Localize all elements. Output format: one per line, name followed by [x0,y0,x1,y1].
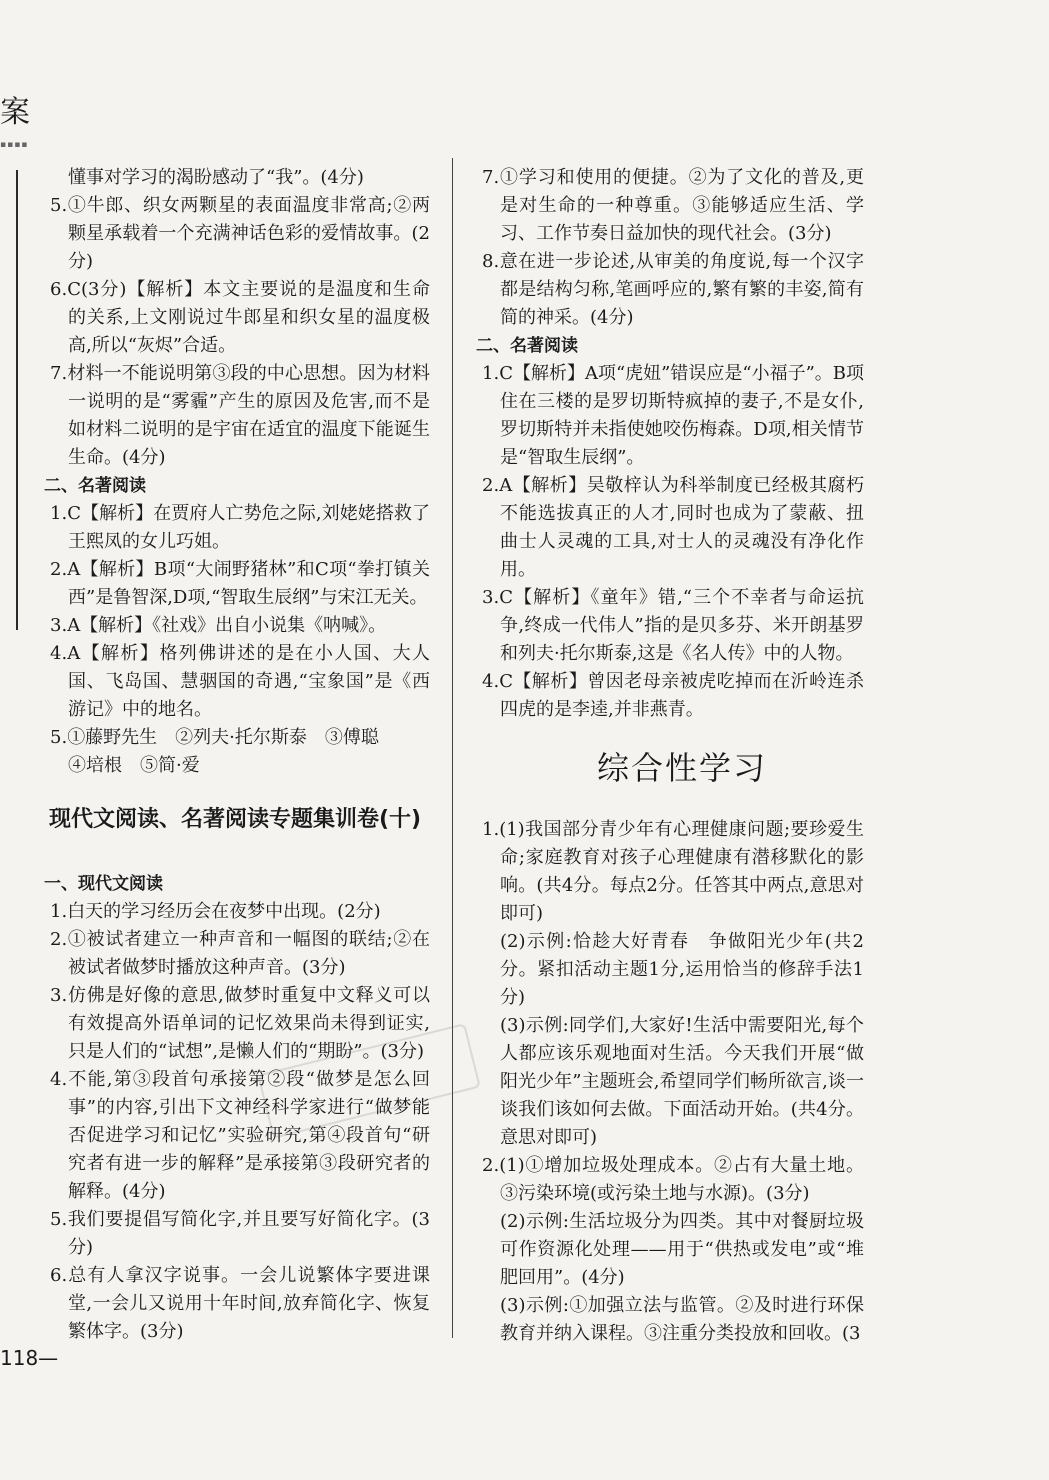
answer-number: 1. [50,503,68,524]
section-heading: 二、名著阅读 [44,476,146,496]
answer-text: (1)我国部分青少年有心理健康问题;要珍爱生命;家庭教育对孩子心理健康有潜移默化的影响。(共4分。每点2分。任答其中两点,意思对即可) [499,819,864,924]
answer-item [40,556,430,612]
answer-item [40,612,430,640]
answer-item [40,1262,430,1346]
answer-item [40,640,430,724]
answer-item [472,248,864,332]
answer-continuation: ④培根 ⑤简·爱 [68,755,200,776]
answer-text: C【解析】曾因老母亲被虎吃掉而在沂岭连杀四虎的是李逵,并非燕青。 [499,671,864,720]
answer-number: 2. [50,559,68,580]
answer-item [40,926,430,982]
answer-number: 7. [482,167,500,188]
answer-text: ①被试者建立一种声音和一幅图的联结;②在被试者做梦时播放这种声音。(3分) [67,929,430,978]
answer-number: 6. [50,1265,68,1286]
answer-number: 1. [482,819,500,840]
left-column [40,164,430,1346]
left-answer-list-a [40,164,430,472]
answer-text: 懂事对学习的渴盼感动了“我”。(4分) [68,167,364,188]
answer-number: 4. [482,671,500,692]
right-answer-list-a [472,164,864,332]
left-answer-list-b [40,500,430,752]
answer-text: A【解析】吴敬梓认为科举制度已经极其腐朽不能选拔真正的人才,同时也成为了蒙蔽、扭曲士人灵魂的工具,对士人的灵魂没有净化作用。 [499,475,864,580]
answer-item [472,360,864,472]
answer-item [40,360,430,472]
section-title: 综合性学习 [596,749,767,787]
answer-number: 7. [50,363,68,384]
left-answer-list-c [40,898,430,1346]
page-number: 118— [0,1346,59,1370]
answer-number: 5. [50,727,68,748]
section-heading: 二、名著阅读 [476,336,578,356]
answer-subpart: (3)示例:同学们,大家好!生活中需要阳光,每个人都应该乐观地面对生活。今天我们开展“做阳光少年”主题班会,希望同学们畅所欲言,谈一谈我们该如何去做。下面活动开始。(共4分。意思对即可) [500,1015,864,1148]
left-margin-rule [16,170,18,630]
answer-number: 2. [482,1155,500,1176]
answer-item [40,898,430,926]
answer-number: 3. [50,615,68,636]
answer-number: 5. [50,195,68,216]
header-mark: 案 [0,95,30,130]
answer-text: 不能,第③段首句承接第②段“做梦是怎么回事”的内容,引出下文神经科学家进行“做梦能否促进学习和记忆”实验研究,第④段首句“研究者有进一步的解释”是承接第③段研究者的解释。(4分) [67,1069,430,1202]
answer-text: 仿佛是好像的意思,做梦时重复中文释义可以有效提高外语单词的记忆效果尚未得到证实,只是人们的“试想”,是懒人们的“期盼”。(3分) [67,985,430,1062]
answer-text: 材料一不能说明第③段的中心思想。因为材料一说明的是“雾霾”产生的原因及危害,而不是如材料二说明的是宇宙在适宜的温度下能诞生生命。(4分) [67,363,430,468]
column-divider [452,158,453,1338]
answer-text: 我们要提倡写简化字,并且要写好简化字。(3分) [67,1209,430,1258]
answer-text: 白天的学习经历会在夜梦中出现。(2分) [67,901,381,922]
answer-text: (1)①增加垃圾处理成本。②占有大量土地。③污染环境(或污染土地与水源)。(3分) [499,1155,864,1204]
right-column [472,164,864,1348]
answer-text: ①学习和使用的便捷。②为了文化的普及,更是对生命的一种尊重。③能够适应生活、学习、工作节奏日益加快的现代社会。(3分) [499,167,864,244]
answer-item [40,1066,430,1206]
header-dots: ▪▪▪▪ [0,140,29,150]
answer-item [40,724,430,752]
answer-number: 6. [50,279,68,300]
answer-item [472,584,864,668]
answer-item [40,1206,430,1262]
answer-text: A【解析】格列佛讲述的是在小人国、大人国、飞岛国、慧骃国的奇遇,“宝象国”是《西游记》中的地名。 [67,643,430,720]
answer-subparts [472,1208,864,1348]
answer-text: ①藤野先生 ②列夫·托尔斯泰 ③傅聪 [67,727,379,748]
answer-text: C【解析】《童年》错,“三个不幸者与命运抗争,终成一代伟人”指的是贝多芬、米开朗基罗和列夫·托尔斯泰,这是《名人传》中的人物。 [499,587,864,664]
answer-number: 2. [50,929,68,950]
answer-item [40,276,430,360]
answer-item [40,164,430,192]
answer-text: C【解析】A项“虎妞”错误应是“小福子”。B项住在三楼的是罗切斯特疯掉的妻子,不是女仆,罗切斯特并未指使她咬伤梅森。D项,相关情节是“智取生辰纲”。 [499,363,864,468]
answer-item [472,1152,864,1208]
answer-number: 1. [482,363,500,384]
answer-text: C【解析】在贾府人亡势危之际,刘姥姥搭救了王熙凤的女儿巧姐。 [67,503,430,552]
answer-text: A【解析】B项“大闹野猪林”和C项“拳打镇关西”是鲁智深,D项,“智取生辰纲”与宋江无关。 [67,559,430,608]
answer-text: A【解析】《社戏》出自小说集《呐喊》。 [67,615,387,636]
answer-number: 4. [50,1069,68,1090]
answer-item [472,668,864,724]
answer-number: 3. [50,985,68,1006]
section-heading: 一、现代文阅读 [44,874,163,894]
answer-number: 4. [50,643,68,664]
answer-item [40,982,430,1066]
answer-number: 2. [482,475,500,496]
answer-text: ①牛郎、织女两颗星的表面温度非常高;②两颗星承载着一个充满神话色彩的爱情故事。(2分) [67,195,430,272]
answer-item [40,192,430,276]
answer-item [472,472,864,584]
answer-subpart: (2)示例:恰趁大好青春 争做阳光少年(共2分。紧扣活动主题1分,运用恰当的修辞手法1分) [500,931,864,1008]
answer-text: 总有人拿汉字说事。一会儿说繁体字要进课堂,一会儿又说用十年时间,放弃简化字、恢复繁体字。(3分) [67,1265,430,1342]
answer-number: 1. [50,901,68,922]
answer-text: 意在进一步论述,从审美的角度说,每一个汉字都是结构匀称,笔画呼应的,繁有繁的丰姿,简有简的神采。(4分) [499,251,864,328]
answer-number: 5. [50,1209,68,1230]
answer-item [472,164,864,248]
right-answer-list-b [472,360,864,724]
answer-number: 8. [482,251,500,272]
answer-subpart: (3)示例:①加强立法与监管。②及时进行环保教育并纳入课程。③注重分类投放和回收。(3 [500,1295,864,1344]
answer-item [472,816,864,928]
answer-number: 3. [482,587,500,608]
answer-item [40,500,430,556]
answer-subparts [472,928,864,1152]
answer-text: C(3分)【解析】本文主要说的是温度和生命的关系,上文刚说过牛郎星和织女星的温度极高,所以“灰烬”合适。 [67,279,430,356]
answer-subpart: (2)示例:生活垃圾分为四类。其中对餐厨垃圾可作资源化处理——用于“供热或发电”或“堆肥回用”。(4分) [500,1211,864,1288]
exam-title: 现代文阅读、名著阅读专题集训卷(十) [48,807,422,832]
